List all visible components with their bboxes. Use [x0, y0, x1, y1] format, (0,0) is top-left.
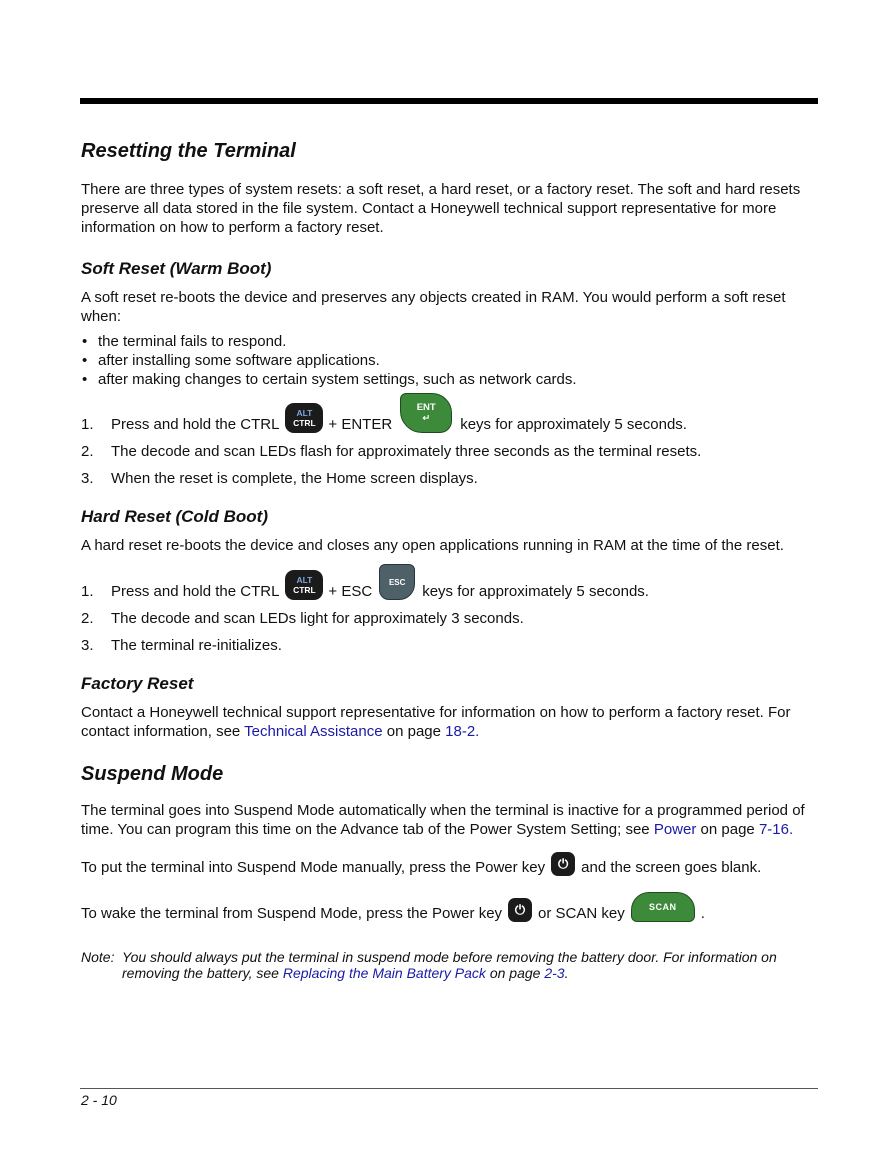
- factory-reset-text: Contact a Honeywell technical support representative for information on how to perform a factory reset. For contact information, see Technical Assistance on page 18-2.: [81, 704, 791, 740]
- technical-assistance-link[interactable]: Technical Assistance: [244, 723, 383, 740]
- factory-reset-title: Factory Reset: [81, 674, 194, 693]
- esc-key-icon: ESC: [379, 564, 415, 600]
- hard-reset-step-3: 3. The terminal re-initializes.: [81, 637, 282, 654]
- page-number: 2 - 10: [81, 1092, 117, 1108]
- hard-reset-step-2: 2. The decode and scan LEDs light for approximately 3 seconds.: [81, 610, 524, 627]
- power-key-icon: ⏻: [508, 898, 532, 922]
- suspend-mode-paragraph-1: The terminal goes into Suspend Mode automatically when the terminal is inactive for a programmed period of time. You can program this time on the Advance tab of the Power System Setting; see Power on page 7-16.: [81, 802, 805, 838]
- soft-reset-bullets: [81, 332, 821, 389]
- power-link[interactable]: Power: [653, 821, 697, 838]
- note-text: You should always put the terminal in suspend mode before removing the battery door. For information on removing the battery, see Replacing the Main Battery Pack on page 2-3.: [122, 949, 777, 981]
- bottom-rule: [80, 1088, 818, 1089]
- list-item: • after making changes to certain system settings, such as network cards.: [81, 370, 821, 389]
- page-content: [81, 140, 821, 981]
- power-key-icon: ⏻: [551, 852, 575, 876]
- resetting-title: Resetting the Terminal: [81, 140, 296, 162]
- top-rule: [80, 98, 818, 104]
- soft-reset-step-3: 3. When the reset is complete, the Home screen displays.: [81, 470, 478, 487]
- hard-reset-title: Hard Reset (Cold Boot): [81, 507, 268, 526]
- page-18-2-link[interactable]: 18-2.: [445, 723, 480, 740]
- note-label: Note:: [81, 949, 115, 965]
- resetting-intro: There are three types of system resets: a soft reset, a hard reset, or a factory reset. The soft and hard resets preserve all data stored in the file system. Contact a Honeywell technical support representative for more information on how to perform a factory reset.: [81, 181, 801, 236]
- page-7-16-link[interactable]: 7-16.: [758, 821, 794, 838]
- enter-arrow-icon: ↵: [422, 413, 431, 424]
- enter-key-icon: ENT ↵: [400, 393, 452, 433]
- list-item: • the terminal fails to respond.: [81, 332, 821, 351]
- soft-reset-intro: A soft reset re-boots the device and preserves any objects created in RAM. You would perform a soft reset when:: [81, 289, 786, 325]
- list-item: • after installing some software applications.: [81, 351, 821, 370]
- soft-reset-step-1: 1. Press and hold the CTRL ALT CTRL + ENTER ENT ↵ keys for approximately 5 seconds.: [81, 393, 821, 433]
- battery-note: [81, 949, 821, 981]
- ctrl-key-icon: ALT CTRL: [285, 570, 323, 600]
- hard-reset-intro: A hard reset re-boots the device and closes any open applications running in RAM at the time of the reset.: [81, 537, 784, 554]
- soft-reset-step-2: 2. The decode and scan LEDs flash for approximately three seconds as the terminal resets.: [81, 443, 702, 460]
- suspend-mode-paragraph-3: To wake the terminal from Suspend Mode, press the Power key ⏻ or SCAN key SCAN .: [81, 892, 821, 922]
- replacing-battery-link[interactable]: Replacing the Main Battery Pack: [282, 965, 486, 981]
- scan-key-icon: SCAN: [631, 892, 695, 922]
- page-2-3-link[interactable]: 2-3: [544, 965, 565, 981]
- hard-reset-step-1: 1. Press and hold the CTRL ALT CTRL + ESC ESC keys for approximately 5 seconds.: [81, 564, 821, 600]
- suspend-mode-paragraph-2: To put the terminal into Suspend Mode manually, press the Power key ⏻ and the screen goes blank.: [81, 852, 821, 876]
- ctrl-key-icon: ALT CTRL: [285, 403, 323, 433]
- suspend-mode-title: Suspend Mode: [81, 763, 224, 785]
- soft-reset-title: Soft Reset (Warm Boot): [81, 259, 272, 278]
